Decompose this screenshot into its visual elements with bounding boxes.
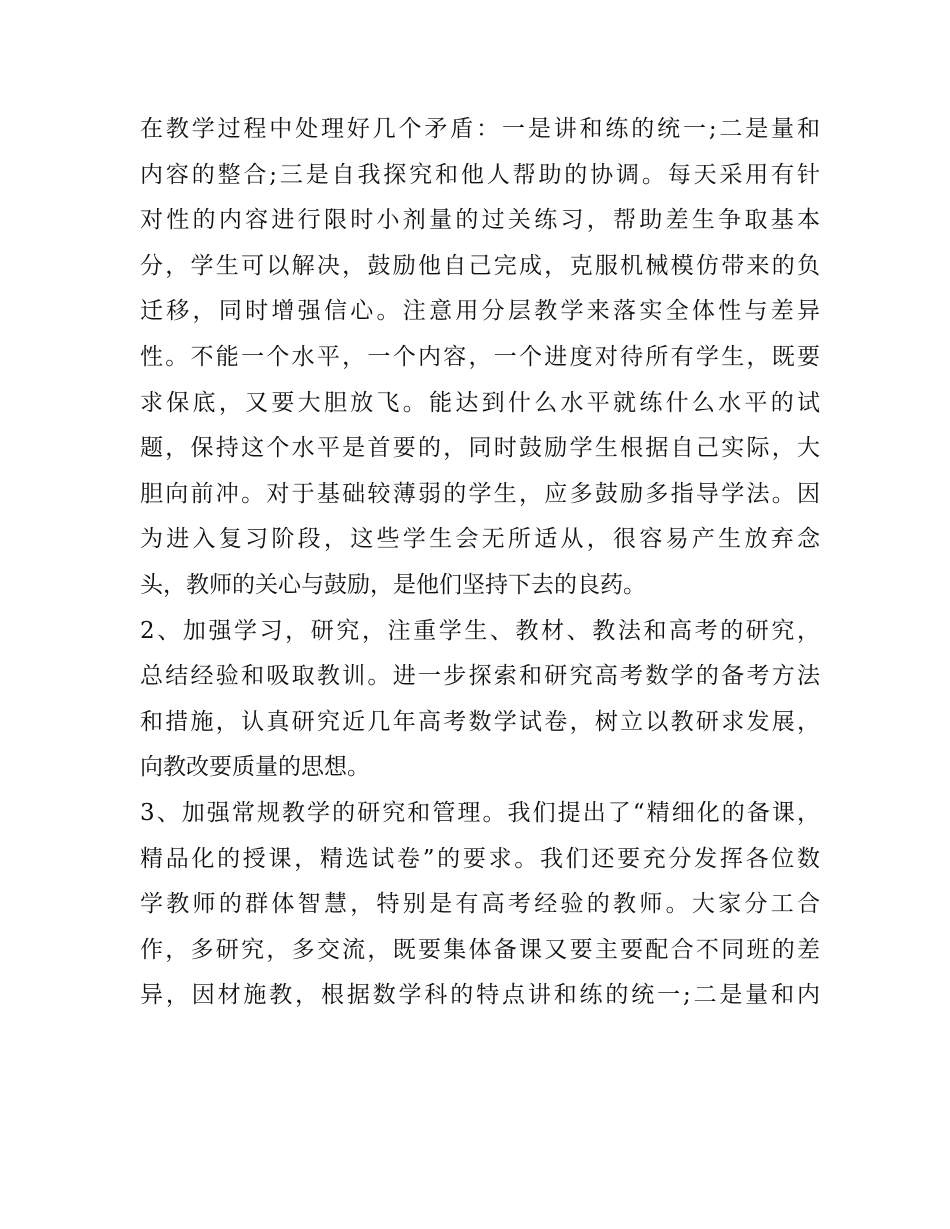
paragraph-end-line: 头，教师的关心与鼓励，是他们坚持下去的良药。: [140, 571, 646, 598]
text-line: 2、加强学习，研究，注重学生、教材、教法和高考的研究，: [140, 617, 820, 644]
text-line: 精品化的授课，精选试卷”的要求。我们还要充分发挥各位数: [140, 845, 820, 872]
text-line: 分，学生可以解决，鼓励他自己完成，克服机械模仿带来的负: [140, 252, 820, 279]
text-line: 3、加强常规教学的研究和管理。我们提出了“精细化的备课，: [140, 799, 820, 826]
paragraph-end-line: 向教改要质量的思想。: [140, 754, 370, 781]
text-line: 迁移，同时增强信心。注意用分层教学来落实全体性与差异: [140, 298, 820, 325]
text-line: 为进入复习阶段，这些学生会无所适从，很容易产生放弃念: [140, 526, 820, 553]
text-line: 内容的整合;三是自我探究和他人帮助的协调。每天采用有针: [140, 161, 820, 188]
text-line: 题，保持这个水平是首要的，同时鼓励学生根据自己实际，大: [140, 435, 820, 462]
text-line: 胆向前冲。对于基础较薄弱的学生，应多鼓励多指导学法。因: [140, 480, 820, 507]
text-line: 对性的内容进行限时小剂量的过关练习，帮助差生争取基本: [140, 207, 820, 234]
text-line: 学教师的群体智慧，特别是有高考经验的教师。大家分工合: [140, 891, 820, 918]
text-line: 异，因材施教，根据数学科的特点讲和练的统一;二是量和内: [140, 982, 820, 1009]
text-line: 和措施，认真研究近几年高考数学试卷，树立以教研求发展，: [140, 708, 820, 735]
document-body: [140, 107, 820, 1019]
text-line: 性。不能一个水平，一个内容，一个进度对待所有学生，既要: [140, 343, 820, 370]
text-line: 作，多研究，多交流，既要集体备课又要主要配合不同班的差: [140, 936, 820, 963]
text-line: 总结经验和吸取教训。进一步探索和研究高考数学的备考方法: [140, 663, 820, 690]
text-line: 在教学过程中处理好几个矛盾：一是讲和练的统一;二是量和: [140, 116, 820, 142]
text-line: 求保底，又要大胆放飞。能达到什么水平就练什么水平的试: [140, 389, 820, 416]
